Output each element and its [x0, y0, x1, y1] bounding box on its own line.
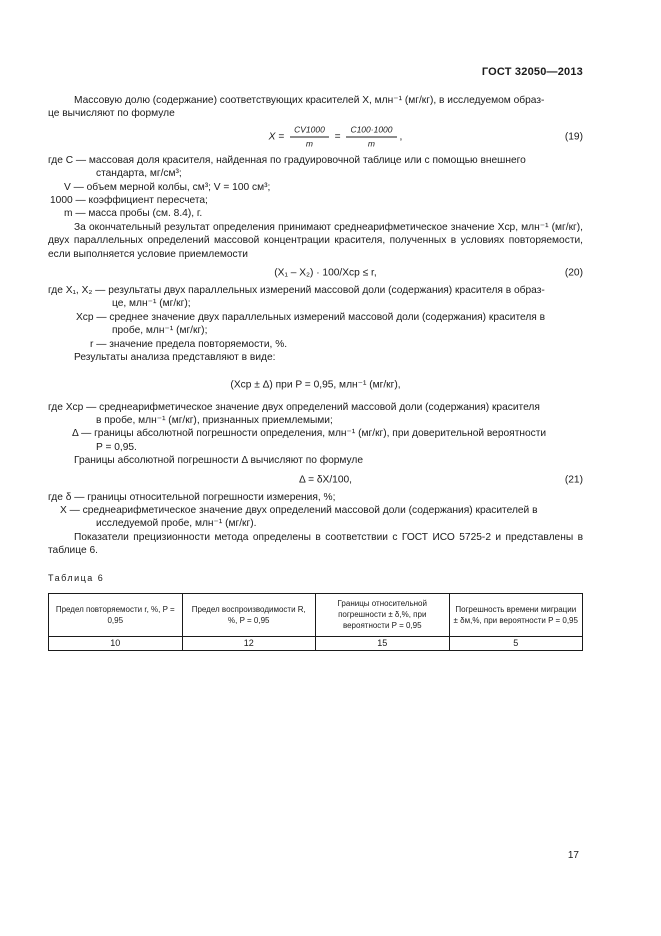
formula-tail: , [399, 131, 403, 143]
definition-line: пробе, млн⁻¹ (мг/кг); [112, 325, 208, 337]
table-cell: 12 [182, 636, 316, 650]
paragraph-mass-fraction [48, 94, 583, 121]
definition-line: стандарта, мг/см³; [96, 168, 182, 180]
formula-lhs: X = [268, 131, 285, 143]
fraction-numerator: CV1000 [290, 124, 329, 137]
definition-line: Δ — границы абсолютной погрешности определения, млн⁻¹ (мг/кг), при доверительной вероятности [72, 428, 547, 440]
definition-line: где Xср — среднеарифметическое значение двух определений массовой доли (содержания) красителя [48, 401, 540, 413]
definition-line: где δ — границы относительной погрешности измерения, %; [48, 491, 336, 503]
fraction-denominator: m [305, 138, 313, 149]
paragraph-precision: Показатели прецизионности метода определены в соответствии с ГОСТ ИСО 5725-2 и представлены в таблице 6. [48, 531, 583, 557]
formula-expression: Δ = δX/100, [299, 473, 352, 485]
formula-20 [48, 265, 583, 281]
table-header-cell: Предел воспроизводимости R, %, P = 0,95 [182, 593, 316, 636]
formula-expression: (X₁ – X₂) · 100/Xср ≤ r, [274, 267, 377, 279]
precision-table [48, 593, 583, 651]
table-cell: 15 [316, 636, 450, 650]
table-caption: Таблица 6 [48, 572, 105, 583]
standard-code: ГОСТ 32050—2013 [481, 66, 583, 78]
definition-line: Xср — среднее значение двух параллельных измерений массовой доли (содержания) красителя в [76, 311, 546, 323]
formula-21 [48, 472, 583, 488]
paragraph-abs-error: Границы абсолютной погрешности Δ вычисляют по формуле [74, 455, 364, 467]
paragraph-line: Массовую долю (содержание) соответствующих красителей X, млн⁻¹ (мг/кг), в исследуемом образ- [74, 95, 545, 106]
definition-line: V — объем мерной колбы, см³; V = 100 см³; [64, 181, 271, 193]
page-content [48, 94, 583, 651]
definition-line: исследуемой пробе, млн⁻¹ (мг/кг). [96, 518, 257, 530]
formula-number: (19) [564, 131, 583, 143]
paragraph-results-form: Результаты анализа представляют в виде: [74, 352, 276, 364]
table-header-cell: Предел повторяемости r, %, P = 0,95 [49, 593, 183, 636]
definition-line: r — значение предела повторяемости, %. [90, 338, 288, 350]
formula-expression: (Xср ± Δ) при P = 0,95, млн⁻¹ (мг/кг), [230, 378, 401, 390]
fraction-2 [346, 124, 396, 149]
formula-result [48, 377, 583, 393]
formula-19 [48, 124, 583, 150]
definition-line: m — масса пробы (см. 8.4), г. [64, 208, 203, 220]
definition-line: где X₁, X₂ — результаты двух параллельных измерений массовой доли (содержания) красителя в образ- [48, 285, 545, 297]
formula-number: (20) [564, 267, 583, 279]
definition-line: 1000 — коэффициент пересчета; [50, 195, 208, 207]
fraction-numerator: C100·1000 [346, 124, 396, 137]
fraction-1 [290, 124, 329, 149]
definition-line: P = 0,95. [96, 441, 137, 453]
page-number: 17 [567, 850, 579, 861]
formula-number: (21) [564, 473, 583, 485]
table-cell: 5 [449, 636, 583, 650]
definitions-20 [48, 284, 583, 351]
table-header-row [49, 593, 583, 636]
table-header-cell: Погрешность времени миграции ± δм,%, при вероятности P = 0,95 [449, 593, 583, 636]
definition-line: где C — массовая доля красителя, найденная по градуировочной таблице или с помощью внешнего [48, 154, 526, 166]
table-cell: 10 [49, 636, 183, 650]
formula-equals: = [334, 131, 341, 143]
table-row [49, 636, 583, 650]
definitions-21 [48, 491, 583, 531]
definition-line: X — среднеарифметическое значение двух определений массовой доли (содержания) красителей в [60, 504, 538, 516]
definitions-result [48, 401, 583, 455]
paragraph-line: це вычисляют по формуле [48, 108, 175, 120]
definition-line: в пробе, млн⁻¹ (мг/кг), признанных приемлемыми; [96, 414, 333, 426]
table-header-cell: Границы относительной погрешности ± δ,%, при вероятности P = 0,95 [316, 593, 450, 636]
fraction-denominator: m [367, 138, 376, 149]
paragraph-final-result: За окончательный результат определения принимают среднеарифметическое значение Xср, млн⁻¹ (мг/кг), двух параллельных определений массовой концентрации красителя, полученных в условиях повторяемости, если выполняется условие приемлемости [48, 221, 583, 260]
definitions-19 [48, 154, 583, 221]
definition-line: це, млн⁻¹ (мг/кг); [112, 298, 191, 310]
